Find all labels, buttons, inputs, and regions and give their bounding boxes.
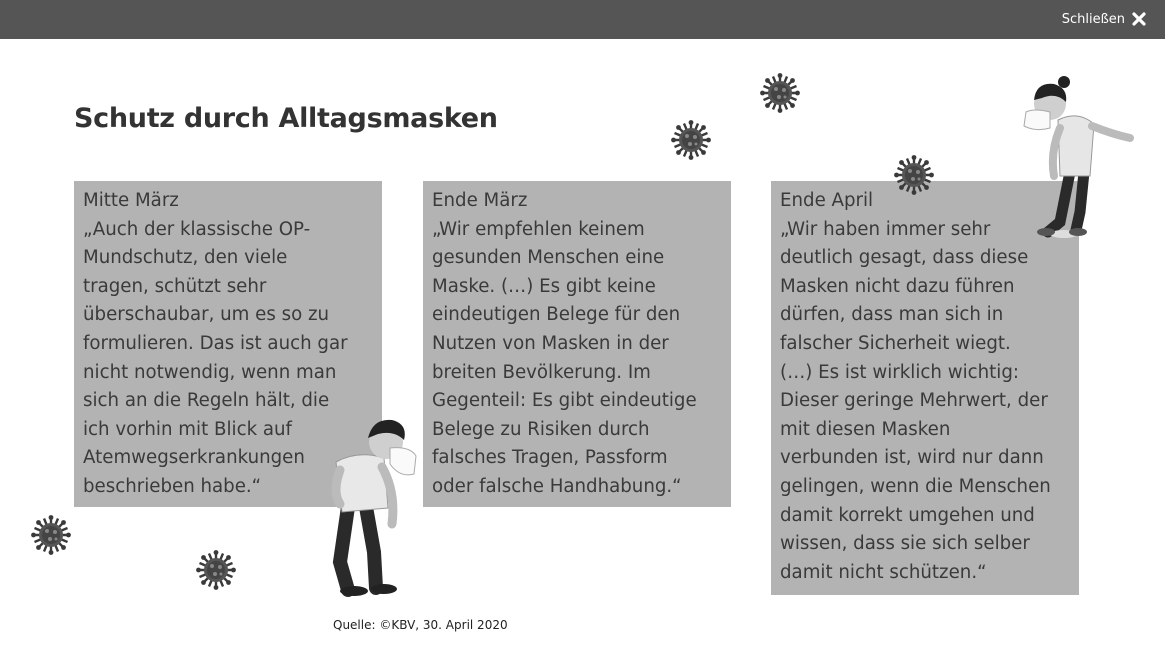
virus-icon [760, 73, 800, 113]
quote-card-ende-maerz [423, 181, 731, 507]
virus-icon [894, 155, 934, 195]
close-icon [1131, 11, 1147, 27]
virus-icon [31, 515, 71, 555]
woman-with-mask-illustration [1020, 72, 1140, 240]
close-label: Schließen [1061, 11, 1125, 27]
man-with-mask-illustration [318, 412, 428, 598]
virus-icon [196, 550, 236, 590]
virus-icon [671, 120, 711, 160]
top-bar [0, 0, 1165, 39]
source-caption: Quelle: ©KBV, 30. April 2020 [333, 618, 508, 632]
quote-card-ende-april [771, 181, 1079, 595]
page-title: Schutz durch Alltagsmasken [74, 103, 498, 134]
card-date: Ende April [780, 190, 874, 211]
card-date: Ende März [432, 190, 528, 211]
card-quote: „Wir empfehlen keinem gesunden Menschen eine Maske. (…) Es gibt keine eindeutigen Belege für den Nutzen von Masken in der breiten Bevölkerung. Im Gegenteil: Es gibt eindeutige Belege zu Risiken durch falsches Tragen, Passform oder falsche Handhabung.“ [432, 218, 697, 497]
card-date: Mitte März [83, 190, 179, 211]
close-button[interactable] [1062, 8, 1147, 30]
card-quote: „Wir haben immer sehr deutlich gesagt, dass diese Masken nicht dazu führen dürfen, dass man sich in falscher Sicherheit wiegt. (…) Es ist wirklich wichtig: Dieser geringe Mehrwert, der mit diesen Masken verbunden ist, wird nur dann gelingen, wenn die Menschen damit korrekt umgehen und wissen, dass sie sich selber damit nicht schützen.“ [780, 218, 1051, 583]
card-quote: „Auch der klassische OP- Mundschutz, den viele tragen, schützt sehr überschaubar, um es so zu formulieren. Das ist auch gar nicht notwendig, wenn man sich an die Regeln hält, die ich vorhin mit Blick auf Atemwegserkrankungen beschrieben habe.“ [83, 218, 348, 497]
